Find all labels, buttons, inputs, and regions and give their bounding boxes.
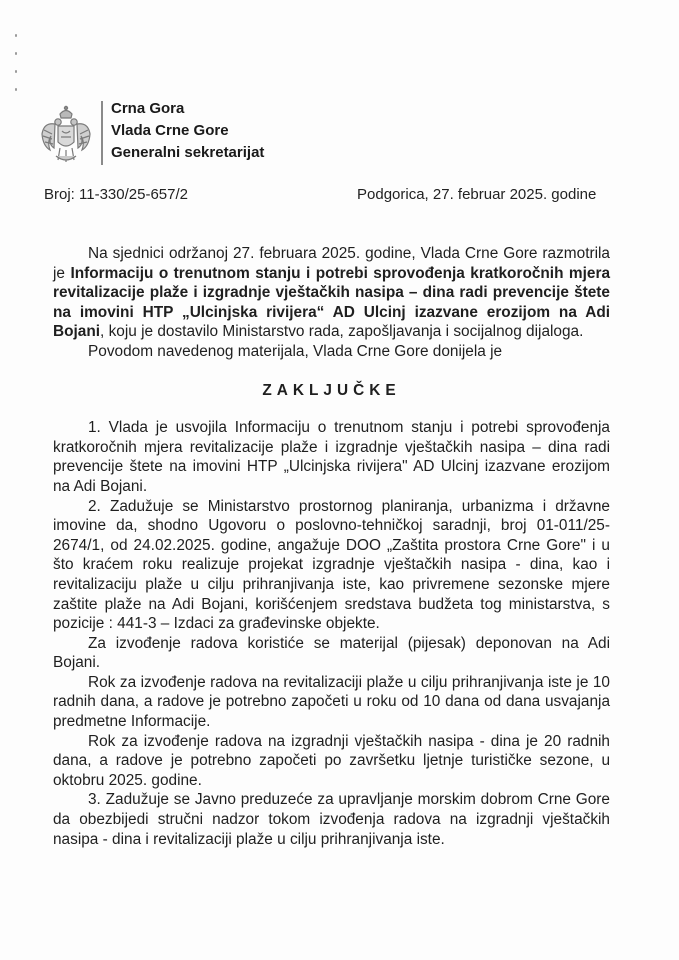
intro-text-start: Na sjednici održanoj 27. februara 2025. godine, Vlada Crne Gore razmotrila je [53, 245, 610, 282]
header-divider [101, 101, 103, 165]
government-name: Vlada Crne Gore [111, 122, 229, 139]
conclusions-heading: ZAKLJUČKE [262, 381, 401, 399]
intro-text-end: , koju je dostavilo Ministarstvo rada, zapošljavanja i socijalnog dijaloga. [100, 323, 584, 341]
conclusion-item-1: 1. Vlada je usvojila Informaciju o trenutnom stanju i potrebi sprovođenja kratkoročnih mjera revitalizacije plaže i izgradnje vještačkih nasipa – dina radi prevencije štete na imovini HTP „Ulcinjska rivijera" AD Ulcinj izazvane erozijom na Adi Bojani. [53, 419, 610, 495]
subject-title: Informaciju o trenutnom stanju i potrebi sprovođenja kratkoročnih mjera revitalizacije plaže i izgradnje vještačkih nasipa – dina radi prevencije štete na imovini HTP „Ulcinjska rivijera“ AD Ulcinj izazvane erozijom na Adi Bojani [53, 264, 611, 341]
conclusion-item-2-deadline-dunes: Rok za izvođenje radova na izgradnji vještačkih nasipa - dina je 20 radnih dana, a radove je potrebno započeti po završetku ljetnje turističke sezone, u oktobru 2025. godine. [53, 732, 610, 789]
conclusion-item-2: 2. Zadužuje se Ministarstvo prostornog planiranja, urbanizma i državne imovine da, shodno Ugovoru o poslovno-tehničkoj saradnji, broj 01-011/25-2674/1, od 24.02.2025. godine, angažuje DOO „Zaštita prostora Crne Gore" i u što kraćem roku realizuje projekat izgradnje vještačkih nasipa - dina, kao i revitalizaciju plaže u cilju prihranjivanja iste, kao privremene sezonske mjere zaštite plaže na Adi Bojani, korišćenjem sredstava budžeta tog ministarstva, s pozicije : 441-3 – Izdaci za građevinske objekte. [53, 497, 610, 633]
followup-paragraph: Povodom navedenog materijala, Vlada Crne Gore donijela je [88, 342, 503, 360]
scan-margin-marks [13, 30, 21, 100]
conclusion-item-3: 3. Zadužuje se Javno preduzeće za upravljanje morskim dobrom Crne Gore da obezbijedi stručni nadzor tokom izvođenja radova na izgradnji vještačkih nasipa - dina i revitalizaciji plaže u cilju prihranjivanja iste. [53, 791, 610, 848]
conclusion-item-2-deadline-beach: Rok za izvođenje radova na revitalizaciji plaže u cilju prihranjivanja iste je 10 radnih dana, a radove je potrebno započeti u roku od 10 dana od dana usvajanja predmetne Informacije. [53, 673, 610, 731]
document-body [53, 244, 610, 849]
conclusion-item-2-material: Za izvođenje radova koristiće se materijal (pijesak) deponovan na Adi Bojani. [53, 634, 610, 672]
intro-paragraph [53, 244, 610, 342]
country-name: Crna Gora [111, 100, 185, 117]
department-name: Generalni sekretarijat [111, 144, 265, 161]
issuer-header [111, 98, 264, 164]
place-and-date: Podgorica, 27. februar 2025. godine [357, 186, 597, 203]
reference-number: Broj: 11-330/25-657/2 [44, 186, 188, 203]
coat-of-arms-icon [38, 104, 94, 166]
